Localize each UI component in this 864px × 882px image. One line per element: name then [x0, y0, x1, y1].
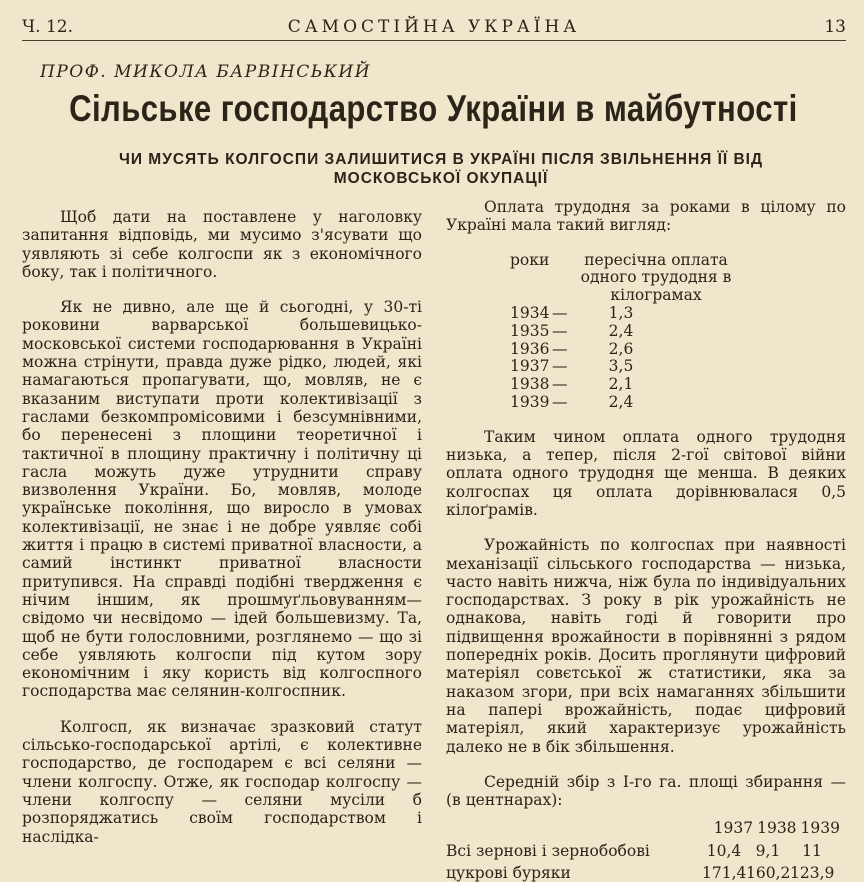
col-value: пересічна оплата одного трудодня в кілограмах	[580, 250, 732, 305]
page-number: 13	[824, 17, 846, 37]
dash-cell: —	[552, 303, 568, 322]
left-column	[22, 208, 422, 863]
year-cell: 1936	[510, 339, 550, 358]
yield-value: 9,1	[755, 841, 781, 860]
article-author: ПРОФ. МИКОЛА БАРВІНСЬКИЙ	[40, 62, 372, 82]
wage-table-row	[510, 341, 846, 359]
paragraph: Середній збір з І-го га. площі збирання — (в центнарах):	[446, 772, 846, 810]
value-cell: 2,6	[608, 339, 634, 358]
year-cell: 1938	[510, 375, 550, 394]
yield-table-row	[446, 842, 846, 860]
value-cell: 2,1	[608, 375, 634, 394]
yield-table-body	[446, 842, 846, 882]
article-subtitle: ЧИ МУСЯТЬ КОЛГОСПИ ЗАЛИШИТИСЯ В УКРАЇНІ ПІСЛЯ ЗВІЛЬНЕННЯ ЇЇ ВІД МОСКОВСЬКОЇ ОКУПАЦІЇ	[118, 151, 764, 187]
article-title: Сільське господарство України в майбутності	[69, 88, 798, 129]
wage-table-row	[510, 323, 846, 341]
value-cell: 2,4	[608, 392, 634, 411]
wage-table-row	[510, 358, 846, 376]
dash-cell: —	[552, 392, 568, 411]
paragraph: Таким чином оплата одного трудодня низька, а тепер, після 2-гої світової війни оплата одного трудодня ще менша. В деяких колгоспах ця оплата дорівнювалася 0,5 кілоґрамів.	[446, 427, 846, 519]
right-column	[446, 198, 846, 882]
wage-table-header	[510, 252, 846, 305]
yield-table	[446, 819, 846, 882]
value-cell: 3,5	[608, 357, 634, 376]
page-header	[22, 12, 846, 41]
year-header: 1939	[800, 819, 840, 838]
paragraph: Колгосп, як визначає зразковий статут сільсько-господарської артілі, є колективне господарство, де господарем є всі селяни — члени колгоспу. Отже, як господар колгоспу — члени колгоспу — селяни мусіли б розпоряджатись своїм господарством і наслідка-	[22, 717, 422, 846]
yield-value: 10,4	[706, 841, 742, 860]
wage-table	[510, 252, 846, 412]
year-cell: 1939	[510, 392, 550, 411]
year-header: 1937	[713, 819, 754, 838]
year-cell: 1937	[510, 357, 550, 376]
col-years: роки	[510, 250, 550, 269]
wage-table-row	[510, 376, 846, 394]
paragraph: Урожайність по колгоспах при наявності механізації сільського господарства — низька, часто навіть нижча, ніж була по індивідуальних господарствах. З року в рік урожайність не однакова, навіть годі й говорити про підвищення врожайности в порівнянні з рядом попередніх років. Досить проглянути цифровий матеріял совєтської ж статистики, яка за наказом згори, при всіх намаганнях збільшити на папері врожайність, подає цифровий матеріял, який характеризує урожайність далеко не в бік збільшення.	[446, 536, 846, 756]
year-header: 1938	[757, 819, 797, 838]
year-cell: 1935	[510, 321, 550, 340]
paragraph: Щоб дати на поставлене у наголовку запитання відповідь, ми мусимо з'ясувати що уявляють зі себе колгоспи як з економічного боку, так і політичного.	[22, 208, 422, 281]
dash-cell: —	[552, 321, 568, 340]
yield-value: 160,2	[746, 864, 791, 882]
yield-value: 171,4	[702, 864, 747, 882]
crop-label: цукрові буряки	[446, 864, 571, 882]
dash-cell: —	[552, 375, 568, 394]
yield-value: 123,9	[790, 864, 835, 882]
yield-value: 11	[802, 841, 822, 860]
crop-label: Всі зернові і зернобобові	[446, 841, 650, 860]
wage-table-row	[510, 305, 846, 323]
paragraph: Оплата трудодня за роками в цілому по Україні мала такий вигляд:	[446, 198, 846, 235]
journal-title: САМОСТІЙНА УКРАЇНА	[287, 17, 581, 37]
value-cell: 2,4	[608, 321, 634, 340]
paragraph: Як не дивно, але ще й сьогодні, у 30-ті роковини варварської большевицько-московської системи господарювання в Україні можна стрінути, правда дуже рідко, людей, які намагаються пропагувати, що, мовляв, не є вказаним виступати проти колективізації з гаслами безкомпромісовими і безсумнівними, бо перенесені з площини теоретичної і тактичної в площину практичну і політичну ці гасла можуть дуже утруднити справу визволення України. Бо, мовляв, молоде українське покоління, що виросло в умовах колективізації, не знає і не добре уявляє собі життя і працю в системі приватної власности, а самий інстинкт приватної власности притупився. На справді подібні твердження є нічим іншим, як прошмуґльовуванням— свідомо чи несвідомо — ідей большевизму. Та, щоб не бути голословними, розглянемо — що зі себе уявляють колгоспи під кутом зору економічним і яку користь від колгоспного господарства має селянин-колгоспник.	[22, 298, 422, 701]
value-cell: 1,3	[608, 303, 634, 322]
wage-table-body	[510, 305, 846, 412]
year-cell: 1934	[510, 303, 550, 322]
issue-part: Ч. 12.	[22, 17, 73, 37]
dash-cell: —	[552, 339, 568, 358]
wage-table-row	[510, 394, 846, 412]
dash-cell: —	[552, 357, 568, 376]
yield-table-row	[446, 864, 846, 882]
yield-table-header	[446, 819, 846, 837]
